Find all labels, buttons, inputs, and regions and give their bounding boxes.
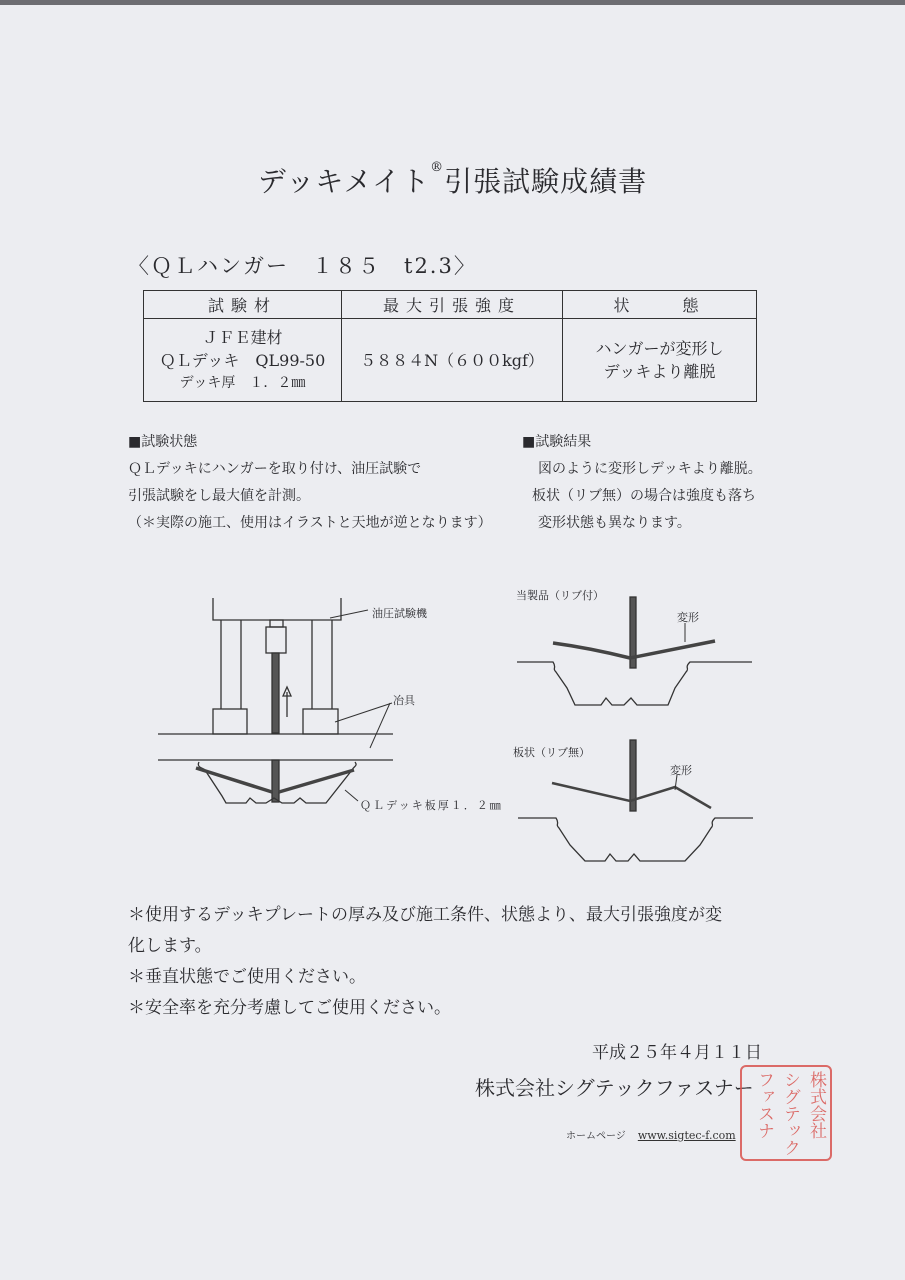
jig-label: 冶具 [393,694,415,707]
state-line: ハンガーが変形し [595,339,724,358]
issue-date: 平成２５年４月１１日 [592,1043,762,1063]
company-name: 株式会社シグテックファスナー [475,1076,754,1100]
note-line: ＊垂直状態でご使用ください。 [128,967,366,987]
rod-holder [266,627,286,653]
ribbed-deck-diagram [517,597,752,705]
deform-label: 変形 [677,611,699,624]
text-line: 板状（リブ無）の場合は強度も落ち [532,488,756,504]
hanger-rod [272,653,279,733]
product-subtitle: 〈ＱＬハンガー １８５ t2.3〉 [128,254,477,278]
state-line: デッキより離脱 [603,362,716,381]
material-thickness: デッキ厚 １．２㎜ [179,374,306,391]
text-line: ＱＬデッキにハンガーを取り付け、油圧試験で [128,461,422,477]
note-line: 化します。 [128,936,212,956]
section-heading: ■試験状態 [128,434,198,450]
material-maker: ＪＦＥ建材 [202,327,283,347]
company-seal: 株式会社 シグテック ファスナ [740,1065,832,1161]
text-line: 図のように変形しデッキより離脱。 [538,461,762,477]
ribbed-title: 当製品（リブ付） [516,589,604,602]
header-state: 状 態 [563,291,757,319]
section-heading: ■試験結果 [522,434,592,450]
homepage-label: ホームページ [566,1131,626,1142]
text-line: 引張試験をし最大値を計測。 [128,488,310,504]
hydraulic-machine [213,598,341,620]
material-deck: ＱＬデッキ QL99-50 [159,350,326,370]
jig-block [303,709,338,734]
page-title: デッキメイト®引張試験成績書 [257,160,648,198]
up-arrow-icon [283,687,291,717]
tensile-test-setup-diagram [158,598,393,803]
machine-label: 油圧試験機 [372,607,427,620]
flat-title: 板状（リブ無） [513,746,590,759]
usage-notes [128,900,722,1024]
text-line: （＊実際の施工、使用はイラストと天地が逆となります） [128,515,492,531]
text-line: 変形状態も異なります。 [538,515,691,531]
note-line: ＊安全率を充分考慮してご使用ください。 [128,998,451,1018]
homepage-link[interactable]: www.sigtec-f.com [637,1129,736,1142]
deck-thickness-label: ＱＬデッキ板厚１．２㎜ [360,799,503,812]
jig-block [213,709,247,734]
note-line: ＊使用するデッキプレートの厚み及び施工条件、状態より、最大引張強度が変 [128,905,722,925]
header-strength: 最大引張強度 [342,291,563,319]
cell-strength: ５８８４N（６００kgf） [342,319,563,402]
header-material: 試験材 [144,291,342,319]
homepage-line [566,1127,736,1142]
base-plate [158,734,393,760]
deform-label: 変形 [670,764,692,777]
deck-profile [518,818,753,861]
